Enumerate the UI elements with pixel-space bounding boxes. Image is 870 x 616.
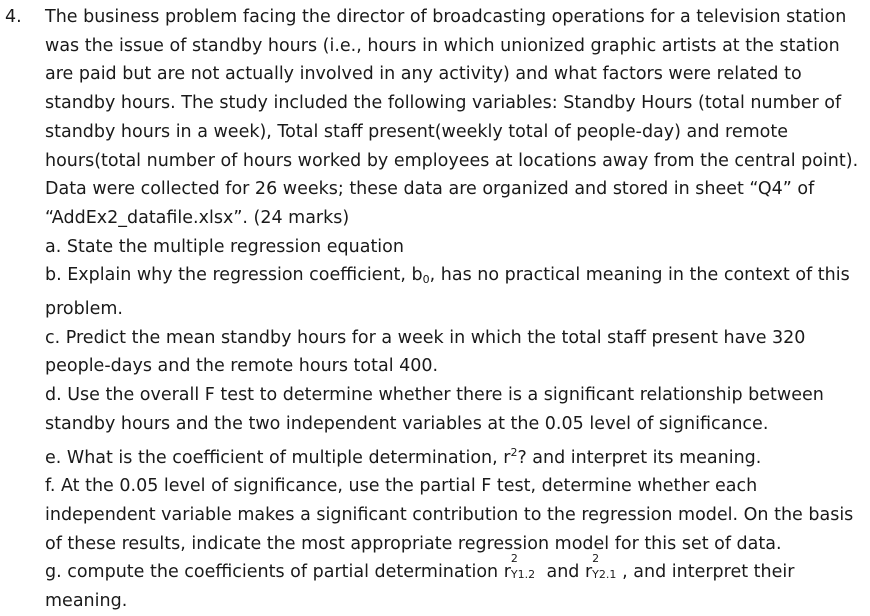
question-body	[45, 3, 867, 616]
partial-r2-y1-2-superscript: 2	[510, 551, 518, 565]
partial-r2-y2-1-superscript: 2	[592, 551, 600, 565]
partial-r2-y2-1-subscript: Y2.1	[592, 567, 617, 581]
part-g-text-middle: and r	[540, 562, 593, 583]
part-d: d. Use the overall F test to determine whether there is a significant relationship between standby hours and the two independent variables at the 0.05 level of significance.	[45, 385, 824, 434]
part-g	[45, 551, 867, 615]
part-e-text-end: ? and interpret its meaning.	[517, 447, 762, 468]
part-b	[45, 261, 867, 323]
question-number: 4.	[5, 7, 22, 27]
part-g-text-end: , and interpret their meaning.	[45, 562, 795, 612]
partial-r2-y1-2	[510, 551, 541, 581]
part-g-text-start: g. compute the coefficients of partial determination r	[45, 562, 511, 583]
partial-r2-y1-2-subscript: Y1.2	[510, 567, 536, 581]
part-a: a. State the multiple regression equation	[45, 236, 404, 257]
r-squared-superscript: 2	[510, 445, 518, 459]
part-c: c. Predict the mean standby hours for a week in which the total staff present have 320 people-days and the remote hours total 400.	[45, 327, 806, 377]
question-stem: The business problem facing the director of broadcasting operations for a television station was the issue of standby hours (i.e., hours in which unionized graphic artists at the station are paid but are not actually involved in any activity) and what factors were related to standby hours. The study included the following variables: Standby Hours (total number of standby hours in a week), Total staff present(weekly total of people-day) and remote hours(total number of hours worked by employees at locations away from the central point). Data were collected for 26 weeks; these data are organized and stored in sheet “Q4” of “AddEx2_datafile.xlsx”. (24 marks)	[45, 7, 859, 228]
part-b-text-end: , has no practical meaning in the context of this problem.	[45, 265, 850, 320]
part-b-text-start: b. Explain why the regression coefficient, b	[45, 265, 423, 286]
part-e	[45, 439, 867, 473]
part-f: f. At the 0.05 level of significance, use the partial F test, determine whether each independent variable makes a significant contribution to the regression model. On the basis of these results, indicate the most appropriate regression model for this set of data.	[45, 476, 854, 554]
partial-r2-y2-1	[592, 551, 622, 581]
part-e-text-start: e. What is the coefficient of multiple determination, r	[45, 447, 511, 468]
b-subscript: 0	[422, 273, 430, 287]
